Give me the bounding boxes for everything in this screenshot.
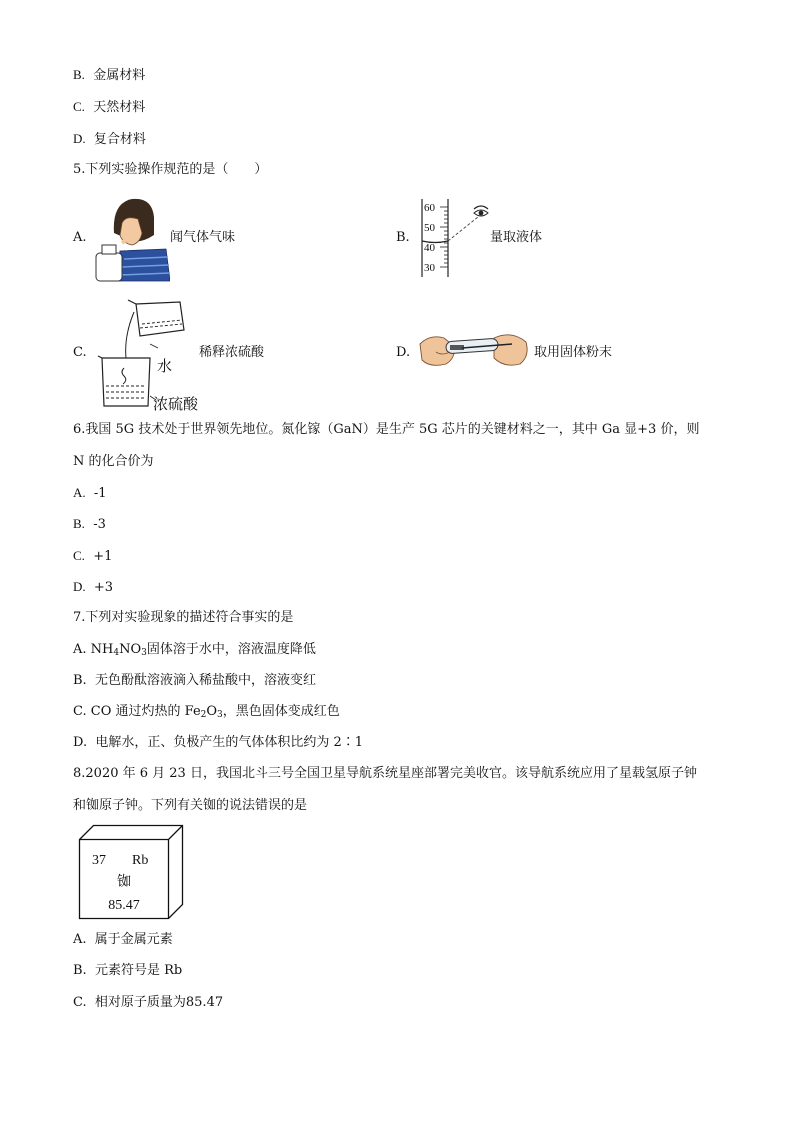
formula-mid: NO (119, 642, 142, 657)
label-concentrated-acid: 浓硫酸 (153, 395, 199, 413)
q8-option-a (73, 931, 173, 949)
formula-sub: 3 (217, 710, 223, 720)
q5-option-a-letter: A. (73, 230, 87, 245)
label-water: 水 (157, 357, 173, 375)
q6-stem-line2: N 的化合价为 (73, 454, 154, 469)
periodic-element-card (78, 824, 184, 920)
option-text: 固体溶于水中，溶液温度降低 (146, 642, 316, 657)
atomic-mass: 85.47 (108, 898, 140, 913)
option-letter: C. (73, 99, 85, 114)
q5-option-c-letter: C. (73, 345, 87, 360)
q5-option-b-caption: 量取液体 (490, 230, 543, 245)
option-letter: B. (73, 963, 87, 978)
option-letter: B. (73, 67, 85, 82)
option-letter: D. (73, 735, 88, 750)
q6-option-c (73, 547, 112, 566)
option-letter: A. (73, 485, 86, 500)
q6-option-a (73, 484, 107, 503)
q7-stem: 7.下列对实验现象的描述符合事实的是 (73, 610, 294, 625)
q5-option-d-caption: 取用固体粉末 (534, 345, 613, 360)
option-text: -1 (93, 486, 107, 501)
q5-option-c-caption: 稀释浓硫酸 (199, 345, 265, 360)
element-symbol: Rb (132, 853, 149, 868)
q5-option-d-letter: D. (396, 345, 411, 360)
option-text: 相对原子质量为85.47 (94, 995, 224, 1010)
q6-option-b (73, 515, 106, 534)
element-name: 铷 (117, 875, 131, 890)
formula-sub: 3 (141, 648, 147, 658)
option-letter: A. (73, 642, 87, 657)
option-text: +1 (93, 549, 113, 564)
option-text: 天然材料 (93, 100, 146, 115)
option-text: 属于金属元素 (94, 932, 173, 947)
scale-label-50: 50 (424, 222, 435, 234)
q4-option-c (73, 98, 145, 117)
q7-option-a (73, 641, 316, 659)
formula-sub: 4 (113, 648, 120, 658)
option-text: +3 (93, 580, 114, 595)
formula-pre: NH (90, 642, 114, 657)
atomic-number: 37 (92, 853, 106, 868)
option-letter: B. (73, 673, 87, 688)
smelling-gas-illustration (92, 193, 170, 283)
option-text: 元素符号是 Rb (94, 963, 183, 978)
option-letter: B. (73, 516, 85, 531)
q6-stem-line1: 6.我国 5G 技术处于世界领先地位。氮化镓（GaN）是生产 5G 芯片的关键材料之一，其中 Ga 显+3 价，则 (73, 422, 700, 437)
option-text: 电解水，正、负极产生的气体体积比约为 2∶1 (95, 735, 364, 750)
q8-option-c (73, 994, 223, 1012)
q5-option-b-letter: B. (396, 230, 410, 245)
option-letter: C. (73, 704, 87, 719)
measuring-cylinder-illustration (418, 197, 490, 279)
formula-pre: CO 通过灼热的 Fe (90, 704, 201, 719)
scale-label-30: 30 (424, 262, 435, 274)
q7-option-c (73, 703, 340, 721)
q4-option-b (73, 66, 145, 85)
option-letter: D. (73, 579, 86, 594)
q6-option-d (73, 578, 113, 597)
q5-stem: 5.下列实验操作规范的是（ ） (73, 162, 268, 177)
q5-option-a-caption: 闻气体气味 (170, 230, 236, 245)
formula-mid: O (206, 704, 218, 719)
option-text: 无色酚酞溶液滴入稀盐酸中，溶液变红 (94, 673, 316, 688)
option-letter: C. (73, 995, 87, 1010)
option-letter: C. (73, 548, 85, 563)
scale-label-60: 60 (424, 202, 435, 214)
option-text: -3 (93, 517, 106, 532)
option-letter: A. (73, 932, 87, 947)
option-text: 金属材料 (93, 68, 146, 83)
q8-stem-line2: 和铷原子钟。下列有关铷的说法错误的是 (73, 798, 308, 813)
q7-option-b (73, 672, 316, 690)
option-text: ，黑色固体变成红色 (222, 704, 340, 719)
scale-label-40: 40 (424, 242, 435, 254)
q8-option-b (73, 962, 182, 980)
solid-powder-illustration (416, 326, 532, 372)
option-letter: D. (73, 131, 86, 146)
q4-option-d (73, 130, 146, 149)
option-text: 复合材料 (93, 132, 146, 147)
q7-option-d (73, 734, 363, 752)
q8-stem-line1: 8.2020 年 6 月 23 日，我国北斗三号全国卫星导航系统星座部署完美收官。该导航系统应用了星载氢原子钟 (73, 766, 697, 781)
formula-sub: 2 (200, 710, 207, 720)
